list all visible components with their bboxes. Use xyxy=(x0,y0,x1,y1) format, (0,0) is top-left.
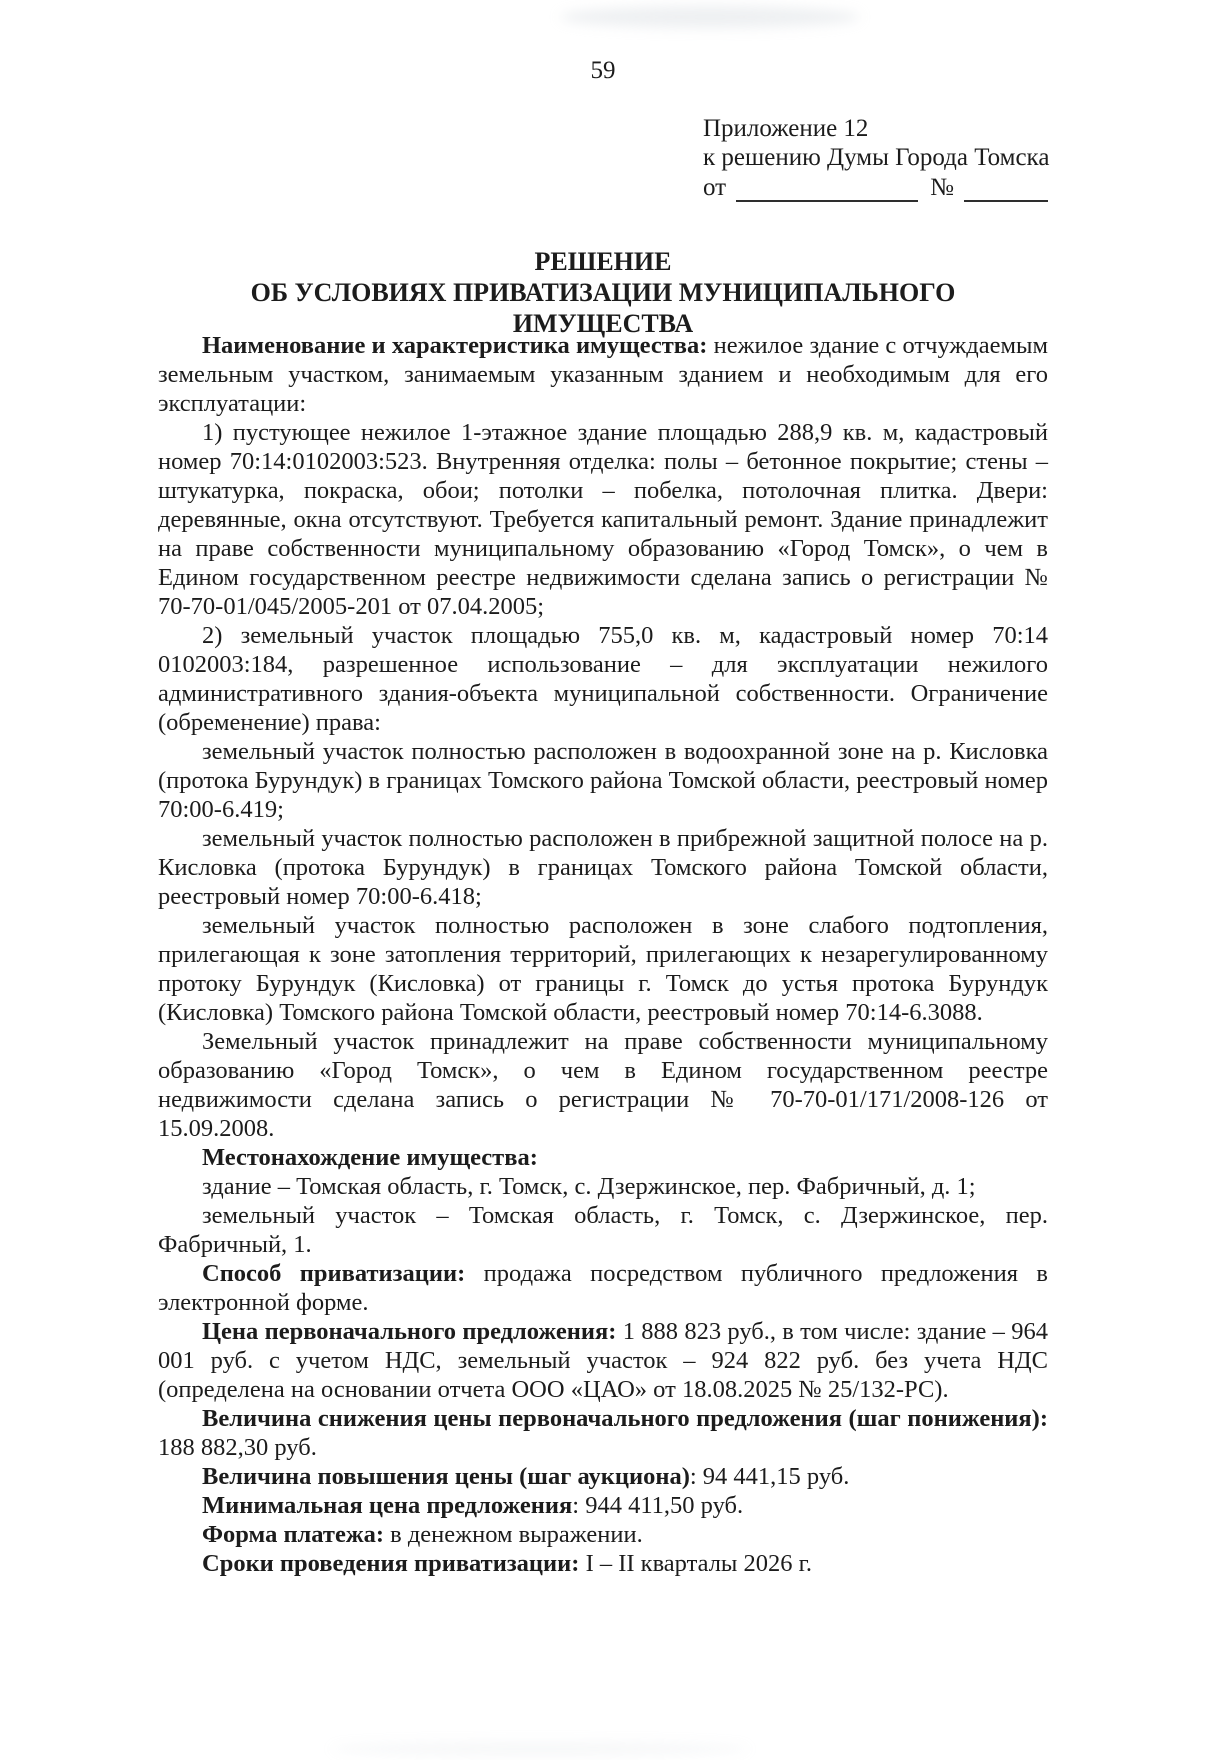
paragraph-text: здание – Томская область, г. Томск, с. Дзержинское, пер. Фабричный, д. 1; xyxy=(202,1173,976,1200)
paragraph-flooding-zone xyxy=(158,911,1048,1027)
paragraph-land-ownership xyxy=(158,1027,1048,1143)
scan-artifact xyxy=(560,6,860,28)
document-body xyxy=(158,331,1048,1578)
paragraph-land-address xyxy=(158,1201,1048,1259)
paragraph-property-name xyxy=(158,331,1048,418)
paragraph-privatization-period xyxy=(158,1549,1048,1578)
date-number-line xyxy=(703,173,1049,202)
paragraph-initial-offer-price xyxy=(158,1317,1048,1404)
paragraph-location-heading xyxy=(158,1143,1048,1172)
paragraph-text: Земельный участок принадлежит на праве собственности муниципальному образованию «Город Томск», о чем в Едином государственном реестре недвижимости сделана запись о регистрации № 70-70-01/171/2008-126 от 15.09.2008. xyxy=(158,1028,1048,1142)
paragraph-text: продажа посредством публичного предложения в электронной форме. xyxy=(158,1260,1048,1316)
paragraph-lead: Сроки проведения приватизации: xyxy=(202,1550,580,1577)
paragraph-lead: Величина повышения цены (шаг аукциона) xyxy=(202,1463,690,1490)
paragraph-text: 2) земельный участок площадью 755,0 кв. м, кадастровый номер 70:14 0102003:184, разрешенное использование – для эксплуатации нежилого административного здания-объекта муниципальной собственности. Ограничение (обременение) права: xyxy=(158,622,1048,736)
number-sign-label: № xyxy=(930,174,954,201)
paragraph-text: в денежном выражении. xyxy=(384,1521,643,1548)
paragraph-lead: Форма платежа: xyxy=(202,1521,385,1548)
paragraph-minimum-price xyxy=(158,1491,1048,1520)
paragraph-text: земельный участок полностью расположен в водоохранной зоне на р. Кисловка (протока Бурундук) в границах Томского района Томской области, реестровый номер 70:00-6.419; xyxy=(158,738,1048,823)
paragraph-land-plot-description xyxy=(158,621,1048,737)
paragraph-lead: Наименование и характеристика имущества: xyxy=(202,332,708,359)
title-line-2: ОБ УСЛОВИЯХ ПРИВАТИЗАЦИИ МУНИЦИПАЛЬНОГО ИМУЩЕСТВА xyxy=(250,278,956,338)
scan-artifact xyxy=(330,1742,750,1756)
paragraph-text: 1) пустующее нежилое 1-этажное здание площадью 288,9 кв. м, кадастровый номер 70:14:0102003:523. Внутренняя отделка: полы – бетонное покрытие; стены – штукатурка, покраска, обои; потолки – побелка, потолочная плитка. Двери: деревянные, окна отсутствуют. Требуется капитальный ремонт. Здание принадлежит на праве собственности муниципальному образованию «Город Томск», о чем в Едином государственном реестре недвижимости сделана запись о регистрации № 70-70-01/045/2005-201 от 07.04.2005; xyxy=(158,419,1048,620)
paragraph-building-address xyxy=(158,1172,1048,1201)
paragraph-privatization-method xyxy=(158,1259,1048,1317)
paragraph-water-protection-zone xyxy=(158,737,1048,824)
paragraph-text: : 94 441,15 руб. xyxy=(689,1463,850,1490)
paragraph-coastal-protection-strip xyxy=(158,824,1048,911)
paragraph-lead: Местонахождение имущества: xyxy=(202,1144,538,1171)
paragraph-payment-form xyxy=(158,1520,1048,1549)
paragraph-text: нежилое здание с отчуждаемым земельным участком, занимаемым указанным зданием и необходимым для его эксплуатации: xyxy=(158,332,1048,417)
paragraph-text: земельный участок полностью расположен в прибрежной защитной полосе на р. Кисловка (протока Бурундук) в границах Томского района Томской области, реестровый номер 70:00-6.418; xyxy=(158,825,1048,910)
page-number: 59 xyxy=(590,57,616,84)
paragraph-auction-step xyxy=(158,1462,1048,1491)
paragraph-text: 188 882,30 руб. xyxy=(158,1434,317,1461)
paragraph-price-reduction-step xyxy=(158,1404,1048,1462)
paragraph-lead: Величина снижения цены первоначального предложения (шаг понижения): xyxy=(202,1405,1048,1432)
paragraph-text: 1 888 823 руб., в том числе: здание – 964 001 руб. с учетом НДС, земельный участок – 924 822 руб. без учета НДС (определена на основании отчета ООО «ЦАО» от 18.08.2025 № 25/132-РС). xyxy=(158,1318,1049,1403)
paragraph-lead: Цена первоначального предложения: xyxy=(202,1318,617,1345)
from-label: от xyxy=(703,174,727,201)
number-blank-underline xyxy=(964,176,1048,202)
date-blank-underline xyxy=(736,176,918,202)
paragraph-text: земельный участок полностью расположен в зоне слабого подтопления, прилегающая к зоне затопления территорий, прилегающих к незарегулированному протоку Бурундук (Кисловка) от границы г. Томск до устья протока Бурундук (Кисловка) Томского района Томской области, реестровый номер 70:14-6.3088. xyxy=(158,912,1048,1026)
paragraph-text: : 944 411,50 руб. xyxy=(572,1492,744,1519)
appendix-block xyxy=(703,114,1049,202)
paragraph-lead: Минимальная цена предложения xyxy=(202,1492,573,1519)
paragraph-text: земельный участок – Томская область, г. Томск, с. Дзержинское, пер. Фабричный, 1. xyxy=(158,1202,1048,1258)
paragraph-building-description xyxy=(158,418,1048,621)
paragraph-text: I – II кварталы 2026 г. xyxy=(579,1550,813,1577)
appendix-line: Приложение 12 xyxy=(703,115,869,142)
paragraph-lead: Способ приватизации: xyxy=(202,1260,466,1287)
document-title xyxy=(158,246,1048,339)
decision-reference-line: к решению Думы Города Томска xyxy=(703,144,1050,171)
title-line-1: РЕШЕНИЕ xyxy=(534,247,672,276)
